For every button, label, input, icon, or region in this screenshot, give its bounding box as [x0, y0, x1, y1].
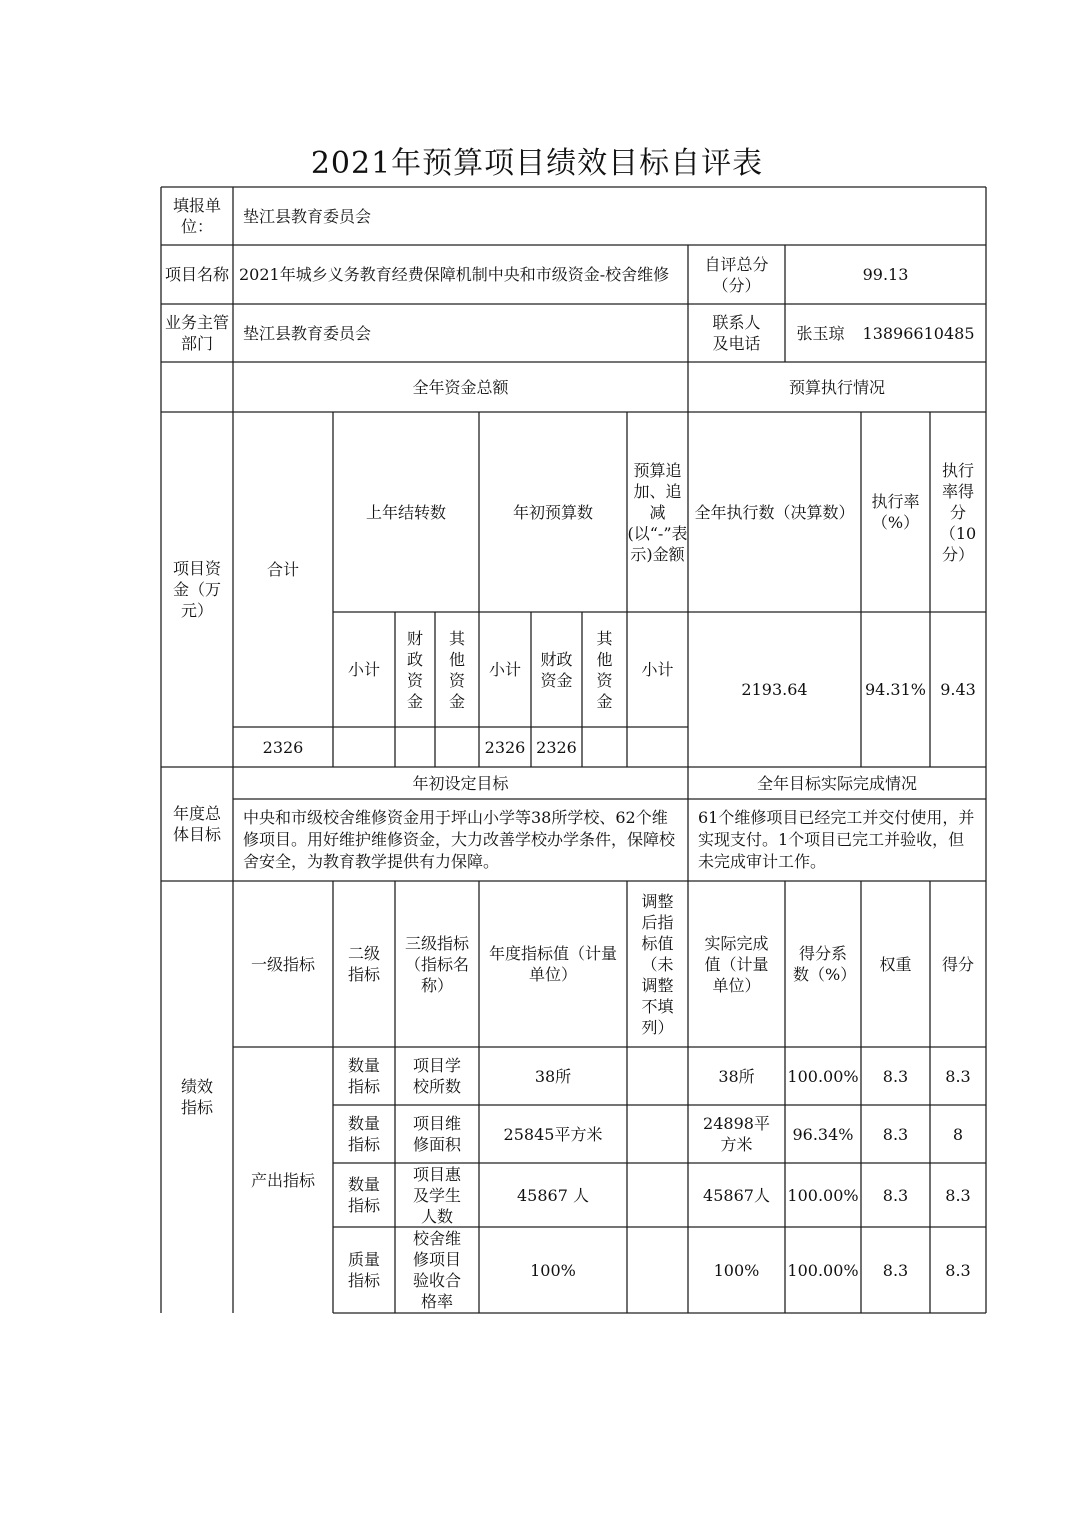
table-row-actual: 24898平方米 — [703, 1114, 770, 1154]
table-row-weight: 8.3 — [882, 1124, 909, 1144]
annual-goal-label: 年度总体目标 — [172, 804, 221, 844]
table-row-score: 8.3 — [945, 1185, 971, 1205]
table-row-actual: 38所 — [718, 1066, 755, 1086]
goal-set-text: 中央和市级校舍维修资金用于坪山小学等38所学校、62个维修项目。用好维护维修资金，大力改善学校办学条件，保障校舍安全，为教育教学提供有力保障。 — [243, 808, 676, 871]
exec-rate-value: 94.31% — [864, 680, 926, 699]
exec-score-header: 执行率得分（10分） — [939, 460, 977, 564]
table-row-level2: 数量指标 — [347, 1114, 380, 1154]
table-row-annual: 38所 — [534, 1066, 572, 1086]
nc-xiaoji-header: 小计 — [488, 660, 521, 679]
table-row-level3: 项目学校所数 — [412, 1056, 461, 1096]
goal-done-text: 61个维修项目已经完工并交付使用，并实现支付。1个项目已完工并验收，但未完成审计工作。 — [698, 808, 975, 871]
self-score-value: 99.13 — [862, 265, 909, 284]
goal-set-header: 年初设定目标 — [412, 773, 509, 793]
goal-done-header: 全年目标实际完成情况 — [756, 773, 917, 793]
dept-label: 业务主管部门 — [164, 313, 229, 353]
table-row-score: 8 — [952, 1124, 964, 1144]
performance-label: 绩效指标 — [180, 1077, 213, 1117]
sn-qita-header: 其他资金 — [448, 628, 465, 711]
dept-value: 垫江县教育委员会 — [243, 323, 372, 343]
project-name-label: 项目名称 — [164, 265, 229, 284]
table-row-level2: 数量指标 — [347, 1056, 380, 1096]
table-row-coef: 100.00% — [787, 1066, 859, 1086]
table-row-actual: 45867人 — [703, 1185, 770, 1205]
sn-caizheng-value — [395, 727, 435, 767]
zj-xiaoji-value — [627, 727, 688, 767]
unit-label: 填报单位： — [172, 196, 221, 236]
table-row-adjusted — [627, 1047, 688, 1105]
sn-xiaoji-value — [333, 727, 395, 767]
contact-info — [785, 304, 986, 362]
table-row-adjusted — [627, 1105, 688, 1163]
score-header: 得分 — [941, 954, 974, 974]
exec-amount-value: 2193.64 — [741, 680, 808, 699]
table-row-coef: 100.00% — [787, 1260, 859, 1280]
page-title: 2021年预算项目绩效目标自评表 — [310, 146, 764, 181]
sn-caizheng-header: 财政资金 — [406, 628, 423, 711]
table-row-level2: 质量指标 — [347, 1250, 380, 1290]
table-row-weight: 8.3 — [882, 1260, 909, 1280]
table-row-annual: 45867 人 — [517, 1185, 589, 1205]
nc-caizheng-header: 财政资金 — [540, 649, 573, 690]
table-row-adjusted — [627, 1163, 688, 1227]
table-row-coef: 100.00% — [787, 1185, 859, 1205]
table-row-weight: 8.3 — [882, 1185, 909, 1205]
weight-header: 权重 — [879, 954, 912, 974]
score-coef-header: 得分系数（%） — [793, 944, 857, 984]
adjusted-value-header: 调整后指标值（未调整不填列） — [641, 891, 674, 1037]
level1-header: 一级指标 — [250, 954, 315, 974]
table-row-score: 8.3 — [945, 1260, 971, 1280]
nc-caizheng-value: 2326 — [536, 737, 577, 757]
exec-score-value: 9.43 — [940, 680, 976, 699]
contact-label: 联系人及电话 — [712, 313, 761, 353]
table-row-weight: 8.3 — [882, 1066, 909, 1086]
table-row-annual: 100% — [530, 1260, 576, 1280]
exec-rate-header: 执行率（%） — [871, 492, 920, 532]
output-indicator-label: 产出指标 — [250, 1170, 315, 1190]
level3-header: 三级指标（指标名称） — [404, 933, 469, 995]
table-row-actual: 100% — [713, 1260, 760, 1280]
zj-xiaoji-header: 小计 — [641, 660, 674, 679]
contact-name: 张玉琼 — [796, 323, 845, 343]
exec-amount-header: 全年执行数（决算数） — [694, 502, 855, 522]
table-row-annual: 25845平方米 — [503, 1124, 603, 1144]
contact-phone: 13896610485 — [862, 323, 975, 343]
funds-section-label: 项目资金（万元） — [172, 559, 221, 620]
nc-qita-value — [582, 727, 627, 767]
budget-exec-header: 预算执行情况 — [788, 377, 885, 397]
level2-header: 二级指标 — [347, 944, 380, 984]
heji-value: 2326 — [262, 737, 304, 757]
table-row-score: 8.3 — [945, 1066, 971, 1086]
table-row-level3: 校舍维修项目验收合格率 — [412, 1229, 461, 1311]
nianchu-header: 年初预算数 — [512, 502, 593, 522]
table-row-level2: 数量指标 — [347, 1175, 380, 1215]
table-row-coef: 96.34% — [792, 1124, 854, 1144]
table-row-adjusted — [627, 1227, 688, 1313]
project-name-value: 2021年城乡义务教育经费保障机制中央和市级资金-校舍维修 — [239, 265, 670, 284]
sn-qita-value — [435, 727, 479, 767]
table-row-level3: 项目维修面积 — [412, 1114, 461, 1154]
heji-header: 合计 — [266, 560, 299, 579]
shangnian-header: 上年结转数 — [365, 502, 446, 522]
funds-total-header: 全年资金总额 — [412, 377, 509, 397]
unit-value: 垫江县教育委员会 — [243, 206, 372, 226]
table-row-level3: 项目惠及学生人数 — [412, 1164, 461, 1226]
actual-value-header: 实际完成值（计量单位） — [704, 933, 769, 995]
sn-xiaoji-header: 小计 — [347, 660, 380, 679]
nc-xiaoji-value: 2326 — [484, 737, 526, 757]
nc-qita-header: 其他资金 — [596, 628, 613, 711]
annual-value-header: 年度指标值（计量单位） — [488, 944, 617, 984]
zhuijia-header: 预算追加、追减(以“-”表示)金额 — [627, 460, 688, 564]
self-score-label: 自评总分（分） — [704, 254, 769, 295]
